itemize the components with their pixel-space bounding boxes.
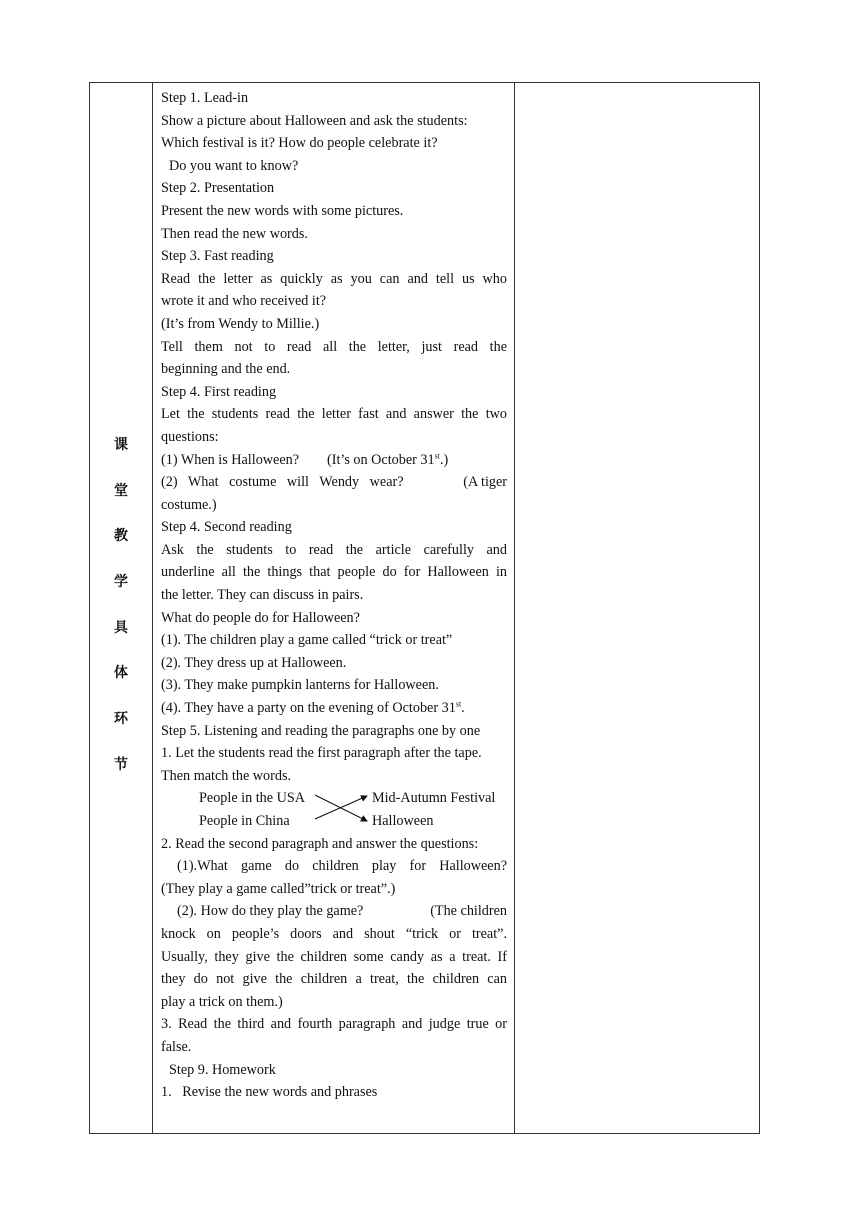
text-line: 3. Read the third and fourth paragraph and judge true or xyxy=(161,1016,507,1033)
step-heading: Step 9. Homework xyxy=(169,1061,276,1078)
notes-column xyxy=(514,83,759,1133)
text-line: costume.) xyxy=(161,496,217,513)
section-label xyxy=(90,435,152,801)
match-right-1: Mid-Autumn Festival xyxy=(372,790,496,807)
question-line xyxy=(161,449,507,472)
text-line: Let the students read the letter fast and answer the two xyxy=(161,406,507,423)
text-line: false. xyxy=(161,1038,192,1055)
question-text: (1) When is Halloween? xyxy=(161,451,300,468)
answer-line: Usually, they give the children some candy as a treat. If xyxy=(161,948,507,965)
match-left-1: People in the USA xyxy=(199,790,306,807)
list-item-text: (4). They have a party on the evening of October 31 xyxy=(161,700,456,717)
section-label-char: 具 xyxy=(114,619,128,636)
answer-line: knock on people’s doors and shout “trick or treat”. xyxy=(161,925,507,942)
question-text: (2) What costume will Wendy wear? xyxy=(161,474,404,491)
match-right-2: Halloween xyxy=(372,813,434,829)
text-line: Which festival is it? How do people celebrate it? xyxy=(161,135,438,152)
list-item-end: . xyxy=(461,700,465,717)
match-arrows-icon xyxy=(313,793,371,827)
text-line: Ask the students to read the article carefully and xyxy=(161,541,507,558)
step-heading: Step 4. Second reading xyxy=(161,519,292,536)
answer-text-end: .) xyxy=(439,451,449,468)
list-item: 1. Revise the new words and phrases xyxy=(161,1084,378,1101)
text-line: (It’s from Wendy to Millie.) xyxy=(161,315,320,332)
matching-exercise xyxy=(161,787,507,832)
step-heading: Step 3. Fast reading xyxy=(161,248,274,265)
text-line: beginning and the end. xyxy=(161,361,291,378)
ordinal-suffix: st xyxy=(434,450,440,460)
section-label-char: 学 xyxy=(114,574,128,591)
section-label-char: 课 xyxy=(114,437,128,453)
answer-line: they do not give the children a treat, the children can xyxy=(161,971,507,988)
text-line: 2. Read the second paragraph and answer the questions: xyxy=(161,835,479,852)
list-item: (3). They make pumpkin lanterns for Halloween. xyxy=(161,677,439,694)
list-item: (2). They dress up at Halloween. xyxy=(161,654,347,671)
text-line: wrote it and who received it? xyxy=(161,293,327,310)
text-line: Then read the new words. xyxy=(161,225,308,242)
text-line: Tell them not to read all the letter, just read the xyxy=(161,338,507,355)
answer-line: (They play a game called”trick or treat”.) xyxy=(161,880,396,897)
answer-text: (A tiger xyxy=(463,474,507,491)
answer-text: (The children xyxy=(430,903,507,920)
question-line xyxy=(161,471,507,494)
teaching-steps xyxy=(161,87,507,1104)
section-label-char: 节 xyxy=(114,756,128,773)
lesson-table xyxy=(89,82,760,1134)
section-label-char: 教 xyxy=(114,528,128,545)
section-label-char: 体 xyxy=(114,665,128,682)
text-line: questions: xyxy=(161,428,219,445)
text-line: Show a picture about Halloween and ask the students: xyxy=(161,112,468,129)
text-line: 1. Let the students read the first paragraph after the tape. xyxy=(161,745,482,762)
step-heading: Step 2. Presentation xyxy=(161,180,275,197)
step-heading: Step 1. Lead-in xyxy=(161,90,249,106)
match-left-2: People in China xyxy=(199,813,290,829)
list-item: (1). The children play a game called “trick or treat” xyxy=(161,632,453,649)
step-heading: Step 4. First reading xyxy=(161,383,277,400)
step-heading: Step 5. Listening and reading the paragraphs one by one xyxy=(161,722,481,739)
list-item xyxy=(161,697,507,720)
label-column xyxy=(90,83,153,1133)
question-line xyxy=(161,900,507,923)
section-label-char: 环 xyxy=(114,711,128,728)
text-line: Do you want to know? xyxy=(169,157,299,174)
text-line: Then match the words. xyxy=(161,767,292,784)
text-line: What do people do for Halloween? xyxy=(161,609,360,626)
text-line: the letter. They can discuss in pairs. xyxy=(161,587,364,604)
text-line: Present the new words with some pictures. xyxy=(161,202,404,219)
answer-text: (It’s on October 31 xyxy=(327,451,435,468)
section-label-char: 堂 xyxy=(114,482,128,499)
ordinal-suffix: st xyxy=(455,699,462,709)
text-line: Read the letter as quickly as you can and tell us who xyxy=(161,270,507,287)
answer-line: play a trick on them.) xyxy=(161,993,283,1010)
question-line: (1).What game do children play for Halloween? xyxy=(177,858,507,875)
text-line: underline all the things that people do for Halloween in xyxy=(161,564,507,581)
question-text: (2). How do they play the game? xyxy=(177,903,364,920)
